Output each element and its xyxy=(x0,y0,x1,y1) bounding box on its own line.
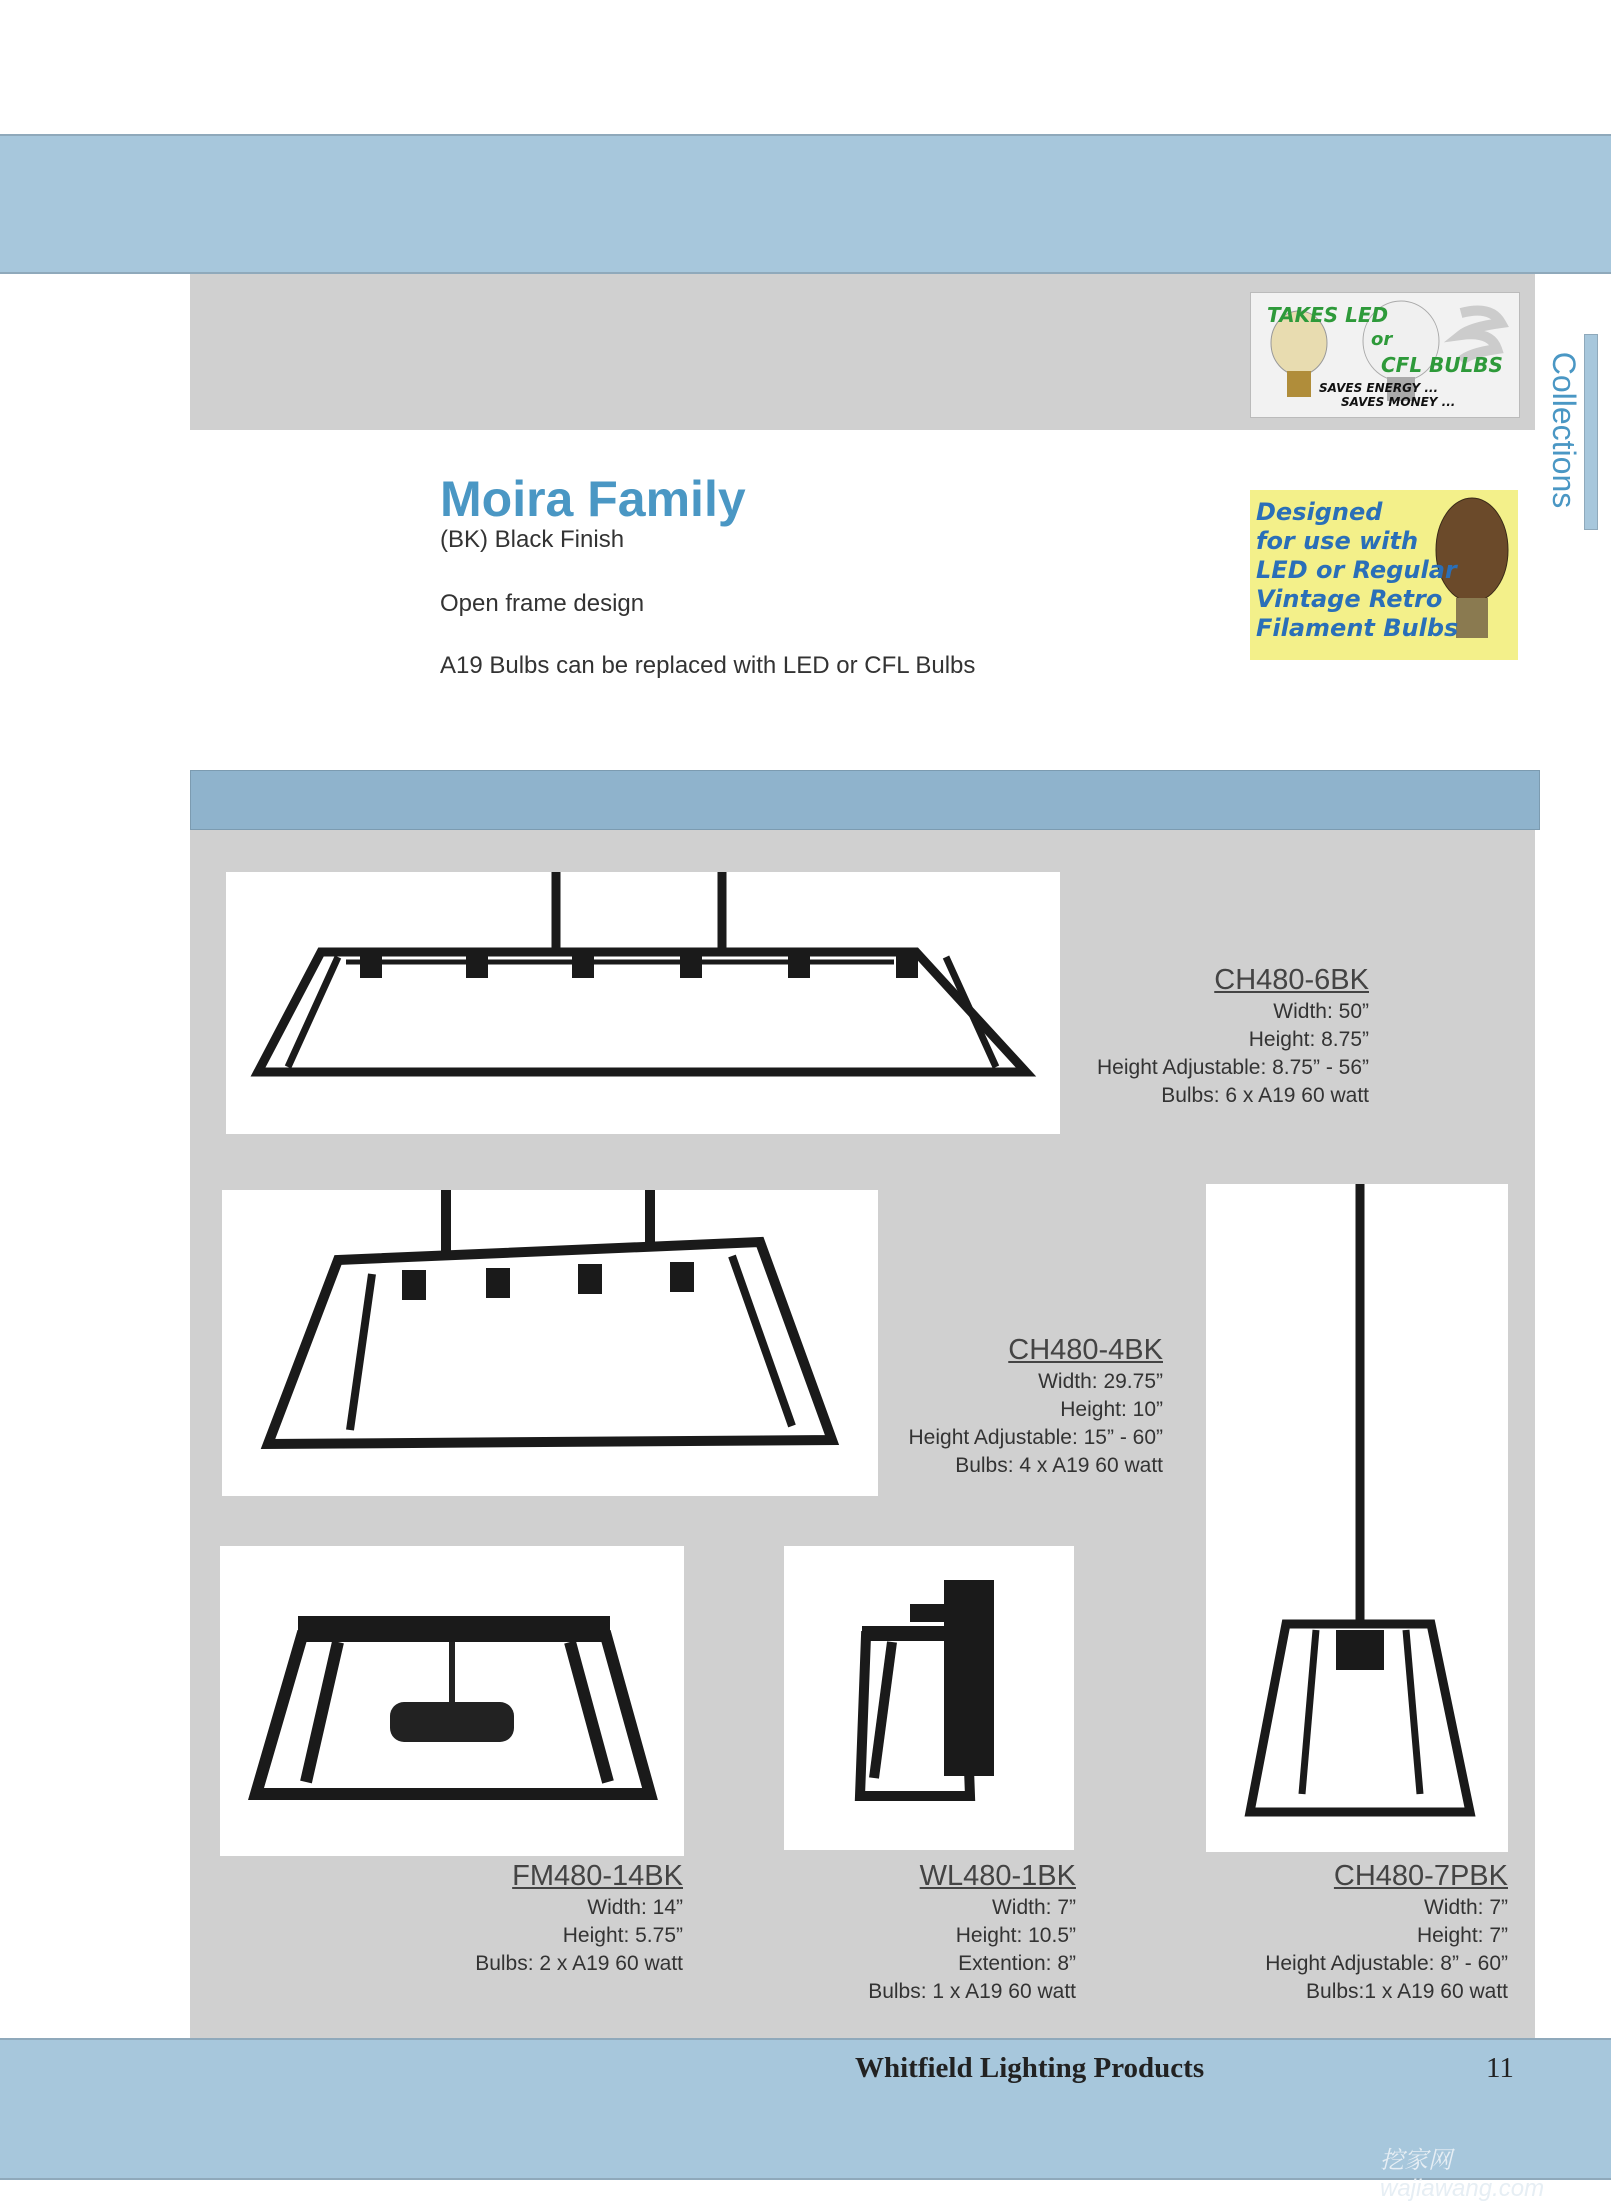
led-cfl-line1: TAKES LED xyxy=(1267,303,1389,327)
spec-line: Height: 10.5” xyxy=(955,1924,1076,1947)
product-specs-ch480-7pbk xyxy=(1265,1858,1508,2006)
vintage-line: Filament Bulbs xyxy=(1256,614,1459,642)
product-photo-fm480-14bk[interactable] xyxy=(220,1546,684,1856)
side-tab-label-wrap xyxy=(1546,330,1582,530)
wall-lantern-icon xyxy=(784,1546,1074,1850)
spec-line: Height: 5.75” xyxy=(562,1924,683,1947)
product-photo-ch480-7pbk[interactable] xyxy=(1206,1184,1508,1852)
spec-line: Width: 50” xyxy=(1273,1000,1369,1023)
vintage-bulb-badge xyxy=(1250,490,1518,660)
products-header-bar xyxy=(190,770,1540,830)
spec-line: Height Adjustable: 15” - 60” xyxy=(908,1426,1163,1449)
product-photo-ch480-6bk[interactable] xyxy=(226,872,1060,1134)
vintage-line: Designed xyxy=(1256,498,1383,526)
side-tab[interactable] xyxy=(1546,330,1596,530)
vintage-lines xyxy=(1256,498,1458,643)
side-tab-strip xyxy=(1584,334,1598,530)
spec-line: Height: 10” xyxy=(1060,1398,1163,1421)
product-photo-wl480-1bk[interactable] xyxy=(784,1546,1074,1850)
spec-line: Width: 29.75” xyxy=(1038,1370,1163,1393)
watermark: 挖家网 wajiawang.com xyxy=(1380,2147,1545,2202)
spec-line: Width: 7” xyxy=(1423,1896,1508,1919)
spec-line: Height Adjustable: 8” - 60” xyxy=(1265,1952,1508,1975)
side-tab-label: Collections xyxy=(1546,351,1582,509)
vintage-line: for use with xyxy=(1256,527,1419,555)
page-number: 11 xyxy=(1486,2052,1514,2084)
product-specs-wl480-1bk xyxy=(868,1858,1076,2006)
family-line-bulbs: A19 Bulbs can be replaced with LED or CFL Bulbs xyxy=(440,652,976,679)
vintage-line: LED or Regular xyxy=(1256,556,1457,584)
linear-chandelier-4-icon xyxy=(222,1190,878,1496)
product-code[interactable]: CH480-6BK xyxy=(1214,964,1369,996)
spec-line: Bulbs: 2 x A19 60 watt xyxy=(475,1952,683,1975)
spec-line: Bulbs: 6 x A19 60 watt xyxy=(1161,1084,1369,1107)
header-band xyxy=(0,134,1611,274)
flush-mount-icon xyxy=(220,1546,684,1856)
spec-line: Width: 7” xyxy=(991,1896,1076,1919)
spec-line: Height: 8.75” xyxy=(1248,1028,1369,1051)
pendant-lantern-icon xyxy=(1206,1184,1508,1852)
family-line-open-frame: Open frame design xyxy=(440,590,645,617)
product-specs-fm480-14bk xyxy=(475,1858,683,1978)
spec-line: Width: 14” xyxy=(587,1896,683,1919)
led-cfl-badge xyxy=(1250,292,1520,418)
led-cfl-line3: CFL BULBS xyxy=(1381,353,1503,377)
product-code[interactable]: CH480-7PBK xyxy=(1333,1860,1508,1892)
led-cfl-line4: SAVES ENERGY ... xyxy=(1319,381,1439,395)
spec-line: Extention: 8” xyxy=(958,1952,1076,1975)
product-photo-ch480-4bk[interactable] xyxy=(222,1190,878,1496)
spec-line: Bulbs: 4 x A19 60 watt xyxy=(955,1454,1163,1477)
product-code[interactable]: WL480-1BK xyxy=(919,1860,1076,1892)
family-finish: (BK) Black Finish xyxy=(440,526,625,553)
product-code[interactable]: FM480-14BK xyxy=(512,1860,683,1892)
spec-line: Bulbs:1 x A19 60 watt xyxy=(1306,1980,1508,2003)
family-title: Moira Family xyxy=(440,471,746,527)
vintage-line: Vintage Retro xyxy=(1256,585,1443,613)
spec-line: Bulbs: 1 x A19 60 watt xyxy=(868,1980,1076,2003)
product-specs-ch480-4bk xyxy=(909,1332,1163,1480)
footer-company: Whitfield Lighting Products xyxy=(855,2052,1205,2084)
led-cfl-line5: SAVES MONEY ... xyxy=(1341,395,1456,409)
linear-chandelier-6-icon xyxy=(226,872,1060,1134)
spec-line: Height: 7” xyxy=(1416,1924,1508,1947)
spec-line: Height Adjustable: 8.75” - 56” xyxy=(1097,1056,1369,1079)
footer-band xyxy=(0,2038,1611,2180)
led-cfl-line2: or xyxy=(1371,329,1393,350)
product-specs-ch480-6bk xyxy=(1097,962,1369,1110)
product-code[interactable]: CH480-4BK xyxy=(1008,1334,1163,1366)
